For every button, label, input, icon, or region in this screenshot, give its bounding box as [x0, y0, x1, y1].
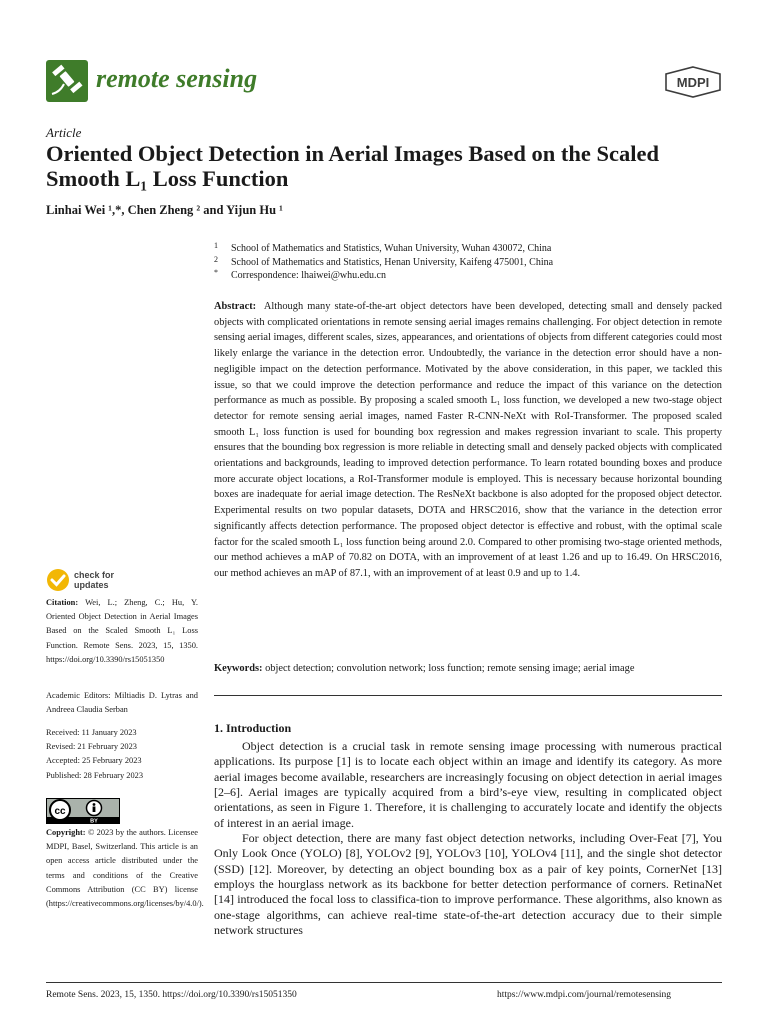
article-type: Article: [46, 125, 82, 140]
cc-by-label: BY: [90, 818, 98, 824]
check-updates-line2: updates: [74, 580, 109, 590]
keywords: [214, 661, 722, 676]
section-heading: 1. Introduction: [214, 721, 292, 735]
affiliation-number: 1: [214, 241, 218, 250]
journal-name[interactable]: remote sensing: [96, 64, 258, 93]
intro-paragraph-1: Object detection is a crucial task in remote sensing image processing with numerous practical applications. Its purpose [1] is to locate each object within an image and identify its category. As more aerial images become available, researchers are increasingly focusing on object detection in aerial images [2–6]. Aerial images are typically acquired from a bird’s-eye view, resulting in complicated object orientations, as seen in Figure 1. Therefore, it is challenging to accurately locate and identify the objects of interest in an aerial image.: [214, 739, 722, 830]
copyright-label: Copyright:: [46, 828, 86, 837]
publication-dates: [46, 726, 198, 783]
check-for-updates-button[interactable]: [46, 568, 166, 594]
academic-editors: Academic Editors: Miltiadis D. Lytras and Andreea Claudia Serban: [46, 691, 198, 715]
footer-journal-url[interactable]: https://www.mdpi.com/journal/remotesensing: [497, 990, 672, 1000]
journal-logo-icon: [46, 60, 88, 102]
article-title: Oriented Object Detection in Aerial Images Based on the Scaled Smooth L₁ Loss Function: [46, 141, 660, 191]
cc-by-license-icon[interactable]: [46, 798, 120, 824]
check-updates-line1: check for: [74, 570, 115, 580]
svg-text:cc: cc: [54, 806, 66, 817]
mdpi-logo-icon[interactable]: [664, 66, 722, 98]
section-divider: [214, 695, 722, 696]
abstract-label: Abstract:: [214, 301, 257, 312]
citation-label: Citation:: [46, 598, 79, 607]
citation-block: [46, 596, 198, 667]
published-date: Published: 28 February 2023: [46, 770, 144, 780]
author-list: Linhai Wei ¹,*, Chen Zheng ² and Yijun Hu ¹: [46, 203, 283, 217]
accepted-date: Accepted: 25 February 2023: [46, 756, 142, 766]
intro-paragraph-2: For object detection, there are many fast object detection networks, including Over-Feat [7], You Only Look Once (YOLO) [8], YOLOv2 [9], YOLOv3 [10], YOLOv4 [11], and the single shot detector (SSD) [12]. Moreover, by detecting an object bounding box as a pair of key points, CornerNet [13] employs the hourglass network as its backbone for better detection performance of corners. RetinaNet [14] introduced the focal loss to classifica-tion to improve performance. These algorithms, also known as one-stage algorithms, can achieve real-time state-of-the-art detection accuracy due to their simple network structures: [214, 831, 722, 938]
footer-citation[interactable]: Remote Sens. 2023, 15, 1350. https://doi.org/10.3390/rs15051350: [46, 990, 297, 1000]
citation-text: Wei, L.; Zheng, C.; Hu, Y. Oriented Object Detection in Aerial Images Based on the Scaled Smooth L₁ Loss Function. Remote Sens. 2023, 15, 1350. https://doi.org/10.3390/rs15051350: [46, 598, 198, 664]
copyright-block: [46, 826, 204, 911]
footer-divider: [46, 982, 722, 983]
affiliation-text: School of Mathematics and Statistics, Henan University, Kaifeng 475001, China: [231, 257, 554, 268]
keywords-text: object detection; convolution network; loss function; remote sensing image; aerial image: [265, 663, 635, 674]
publisher-name: MDPI: [676, 75, 710, 90]
affiliation-text: School of Mathematics and Statistics, Wuhan University, Wuhan 430072, China: [231, 243, 552, 254]
revised-date: Revised: 21 February 2023: [46, 742, 137, 752]
affiliation-number: 2: [214, 255, 218, 264]
correspondence-text[interactable]: Correspondence: lhaiwei@whu.edu.cn: [231, 270, 386, 281]
affiliation-number: *: [214, 268, 218, 277]
abstract: [214, 299, 722, 582]
check-updates-icon: [46, 568, 70, 592]
introduction-body: [214, 739, 722, 938]
keywords-label: Keywords:: [214, 663, 263, 674]
abstract-text: Although many state-of-the-art object detectors have been developed, detecting small and densely packed objects with complicated orientations in remote sensing aerial images remains challenging. For object detection in remote sensing aerial images, different scales, sizes, appearances, and orientations of objects from different categories could most likely enlarge the variance in the detection error. Undoubtedly, the variance in the detection error should have a non-negligible impact on the detection performance. Motivated by the above consideration, in this paper, we tackled this issue, so that we could improve the detection performance and reduce the impact of this variance on the detection performance as much as possible. By proposing a scaled smooth L₁ loss function, we developed a new two-stage object detector for remote sensing aerial images, named Faster R-CNN-NeXt with RoI-Transformer. The proposed scaled smooth L₁ loss function is used for bounding box regression and makes regression invariant to scale. This property ensures that the bounding box regression is more reliable in detecting small and densely packed objects with complicated orientations and backgrounds, leading to improved detection performance. To learn rotated bounding boxes and produce more accurate object locations, a RoI-Transformer module is employed. This is necessary because horizontal bounding boxes are inadequate for aerial image detection. The ResNeXt backbone is also adopted for the proposed object detector. Experimental results on two popular datasets, DOTA and HRSC2016, show that the variance in the detection error significantly affects detection performance. The proposed object detector is effective and robust, with the optimal scale factor for the scaled smooth L₁ loss function being around 2.0. Compared to other promising two-stage oriented methods, our method achieves a mAP of 70.82 on DOTA, with an improvement of at least 1.26 and up to 16.49. On HRSC2016, our method achieves an mAP of 87.1, with an improvement of at least 0.9 and up to 1.4.: [214, 301, 723, 579]
copyright-text: © 2023 by the authors. Licensee MDPI, Basel, Switzerland. This article is an open access article distributed under the terms and conditions of the Creative Commons Attribution (CC BY) license (https://creativecommons.org/licenses/by/4.0/).: [46, 828, 204, 909]
received-date: Received: 11 January 2023: [46, 728, 137, 737]
